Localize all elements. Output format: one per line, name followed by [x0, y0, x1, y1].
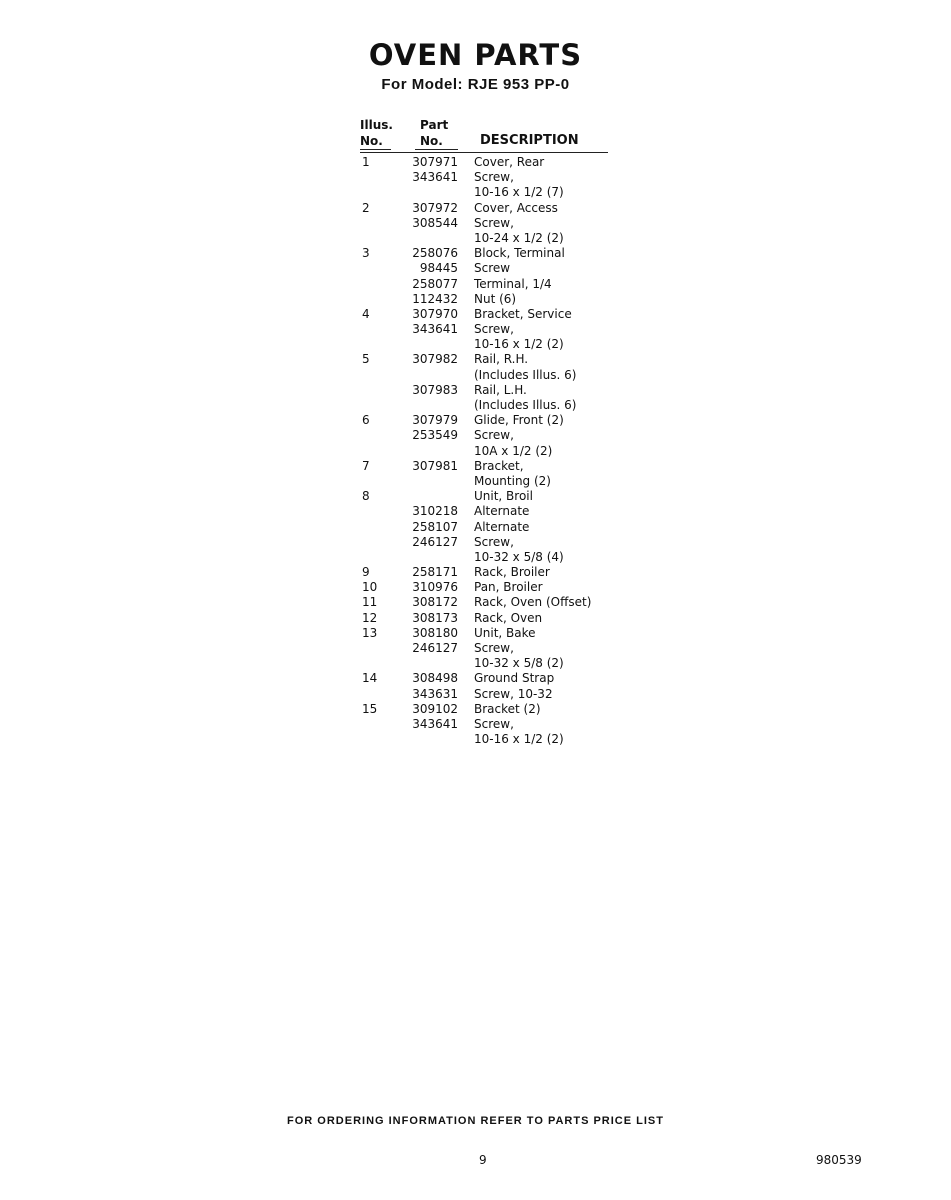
page-title: OVEN PARTS — [368, 38, 583, 72]
description-cell: Cover, Access — [474, 200, 558, 215]
part-number-cell: 310218 — [412, 504, 458, 519]
part-number-cell: 343641 — [412, 170, 458, 185]
description-cell: Screw, — [474, 716, 514, 731]
description-cell: Rack, Oven (Offset) — [474, 595, 592, 610]
illus-number-cell: 10 — [362, 580, 378, 595]
description-cell: 10A x 1/2 (2) — [474, 443, 553, 458]
table-row — [360, 626, 608, 641]
description-cell: Ground Strap — [474, 671, 555, 686]
description-cell: (Includes Illus. 6) — [474, 367, 577, 382]
description-cell: Bracket, — [474, 458, 524, 473]
table-row — [360, 520, 608, 535]
illus-number-cell: 12 — [362, 610, 378, 625]
table-row — [360, 550, 608, 565]
ordering-note: FOR ORDERING INFORMATION REFER TO PARTS PRICE LIST — [287, 1115, 664, 1127]
description-cell: Unit, Broil — [474, 489, 533, 504]
table-row — [360, 170, 608, 185]
description-cell: Screw, 10-32 — [474, 686, 553, 701]
description-cell: (Includes Illus. 6) — [474, 398, 577, 412]
part-number-cell: 98445 — [419, 261, 458, 276]
part-number-cell: 307972 — [412, 200, 458, 215]
part-number-cell: 310976 — [412, 580, 458, 595]
part-number-cell: 343641 — [412, 716, 458, 731]
table-row — [360, 504, 608, 519]
part-number-cell: 308544 — [412, 215, 458, 230]
table-row — [360, 489, 608, 504]
part-number-cell: 307979 — [412, 413, 458, 428]
part-number-cell: 343641 — [412, 322, 458, 337]
table-row — [360, 732, 608, 747]
part-number-cell: 343631 — [412, 686, 458, 701]
description-cell: Screw — [474, 261, 511, 276]
description-cell: Alternate — [474, 519, 530, 534]
header-underline-part — [415, 149, 458, 150]
table-row — [360, 307, 608, 322]
illus-number-cell: 14 — [362, 671, 378, 686]
description-cell: Screw, — [474, 428, 514, 443]
table-row — [360, 702, 608, 717]
illus-number-cell: 3 — [362, 246, 370, 261]
table-body — [360, 153, 608, 747]
table-row — [360, 717, 608, 732]
description-cell: Screw, — [474, 170, 514, 185]
illus-number-cell: 5 — [362, 352, 370, 367]
description-cell: Terminal, 1/4 — [474, 276, 552, 291]
header-illus-line2: No. — [360, 134, 383, 148]
table-row — [360, 185, 608, 200]
part-number-cell: 112432 — [412, 291, 458, 306]
description-cell: Nut (6) — [474, 291, 517, 306]
table-row — [360, 656, 608, 671]
table-row — [360, 201, 608, 216]
part-number-cell: 253549 — [412, 428, 458, 443]
table-row — [360, 368, 608, 383]
illus-number-cell: 8 — [362, 489, 370, 504]
table-row — [360, 641, 608, 656]
table-row — [360, 398, 608, 413]
header-illus-line1: Illus. — [360, 118, 393, 132]
part-number-cell: 309102 — [412, 701, 458, 716]
illus-number-cell: 9 — [362, 565, 370, 580]
description-cell: Unit, Bake — [474, 625, 536, 640]
table-row — [360, 231, 608, 246]
part-number-cell: 308173 — [412, 610, 458, 625]
table-row — [360, 671, 608, 686]
description-cell: 10-32 x 5/8 (2) — [474, 656, 564, 671]
part-number-cell: 258171 — [412, 565, 458, 580]
table-row — [360, 459, 608, 474]
table-row — [360, 444, 608, 459]
illus-number-cell: 15 — [362, 701, 378, 716]
illus-number-cell: 13 — [362, 625, 378, 640]
illus-number-cell: 1 — [362, 155, 370, 169]
header-underline-illus — [360, 149, 391, 150]
part-number-cell: 258076 — [412, 246, 458, 261]
illus-number-cell: 7 — [362, 458, 370, 473]
description-cell: Alternate — [474, 504, 530, 519]
description-cell: Mounting (2) — [474, 473, 551, 488]
description-cell: Block, Terminal — [474, 246, 565, 261]
table-row — [360, 337, 608, 352]
description-cell: Screw, — [474, 215, 514, 230]
description-cell: 10-16 x 1/2 (2) — [474, 732, 564, 747]
page-number: 9 — [479, 1153, 487, 1167]
part-number-cell: 246127 — [412, 534, 458, 549]
table-row — [360, 261, 608, 276]
description-cell: Screw, — [474, 322, 514, 337]
part-number-cell: 308172 — [412, 595, 458, 610]
illus-number-cell: 6 — [362, 413, 370, 428]
table-row — [360, 580, 608, 595]
table-row — [360, 383, 608, 398]
table-row — [360, 535, 608, 550]
header-part-line1: Part — [420, 118, 449, 132]
table-row — [360, 428, 608, 443]
description-cell: Screw, — [474, 641, 514, 655]
table-row — [360, 595, 608, 610]
table-row — [360, 565, 608, 580]
header-part-line2: No. — [420, 134, 443, 148]
model-subtitle: For Model: RJE 953 PP-0 — [381, 76, 570, 93]
table-row — [360, 216, 608, 231]
part-number-cell: 308498 — [412, 671, 458, 686]
description-cell: 10-16 x 1/2 (2) — [474, 337, 564, 352]
illus-number-cell: 4 — [362, 306, 370, 321]
table-row — [360, 246, 608, 261]
description-cell: Rail, L.H. — [474, 382, 527, 397]
description-cell: Bracket, Service — [474, 306, 572, 321]
document-number: 980539 — [816, 1153, 862, 1167]
part-number-cell: 307983 — [412, 382, 458, 397]
table-header — [360, 116, 608, 153]
part-number-cell: 308180 — [412, 625, 458, 640]
part-number-cell: 307982 — [412, 352, 458, 367]
description-cell: Rack, Oven — [474, 610, 543, 625]
illus-number-cell: 11 — [362, 595, 378, 610]
description-cell: 10-16 x 1/2 (7) — [474, 185, 564, 200]
table-row — [360, 155, 608, 170]
description-cell: Screw, — [474, 534, 514, 549]
part-number-cell: 307981 — [412, 458, 458, 473]
table-row — [360, 413, 608, 428]
description-cell: Pan, Broiler — [474, 580, 543, 595]
table-row — [360, 322, 608, 337]
part-number-cell: 307970 — [412, 306, 458, 321]
description-cell: 10-24 x 1/2 (2) — [474, 230, 564, 245]
part-number-cell: 307971 — [412, 155, 458, 169]
illus-number-cell: 2 — [362, 200, 370, 215]
description-cell: Rail, R.H. — [474, 352, 529, 367]
header-description: DESCRIPTION — [480, 133, 579, 148]
part-number-cell: 246127 — [412, 641, 458, 655]
table-row — [360, 687, 608, 702]
description-cell: Bracket (2) — [474, 701, 541, 716]
description-cell: Cover, Rear — [474, 155, 545, 169]
table-row — [360, 292, 608, 307]
table-row — [360, 277, 608, 292]
table-row — [360, 474, 608, 489]
table-row — [360, 352, 608, 367]
parts-table — [360, 116, 608, 747]
part-number-cell: 258077 — [412, 276, 458, 291]
table-row — [360, 611, 608, 626]
description-cell: Glide, Front (2) — [474, 413, 564, 428]
description-cell: Rack, Broiler — [474, 565, 550, 580]
description-cell: 10-32 x 5/8 (4) — [474, 549, 564, 564]
part-number-cell: 258107 — [412, 519, 458, 534]
